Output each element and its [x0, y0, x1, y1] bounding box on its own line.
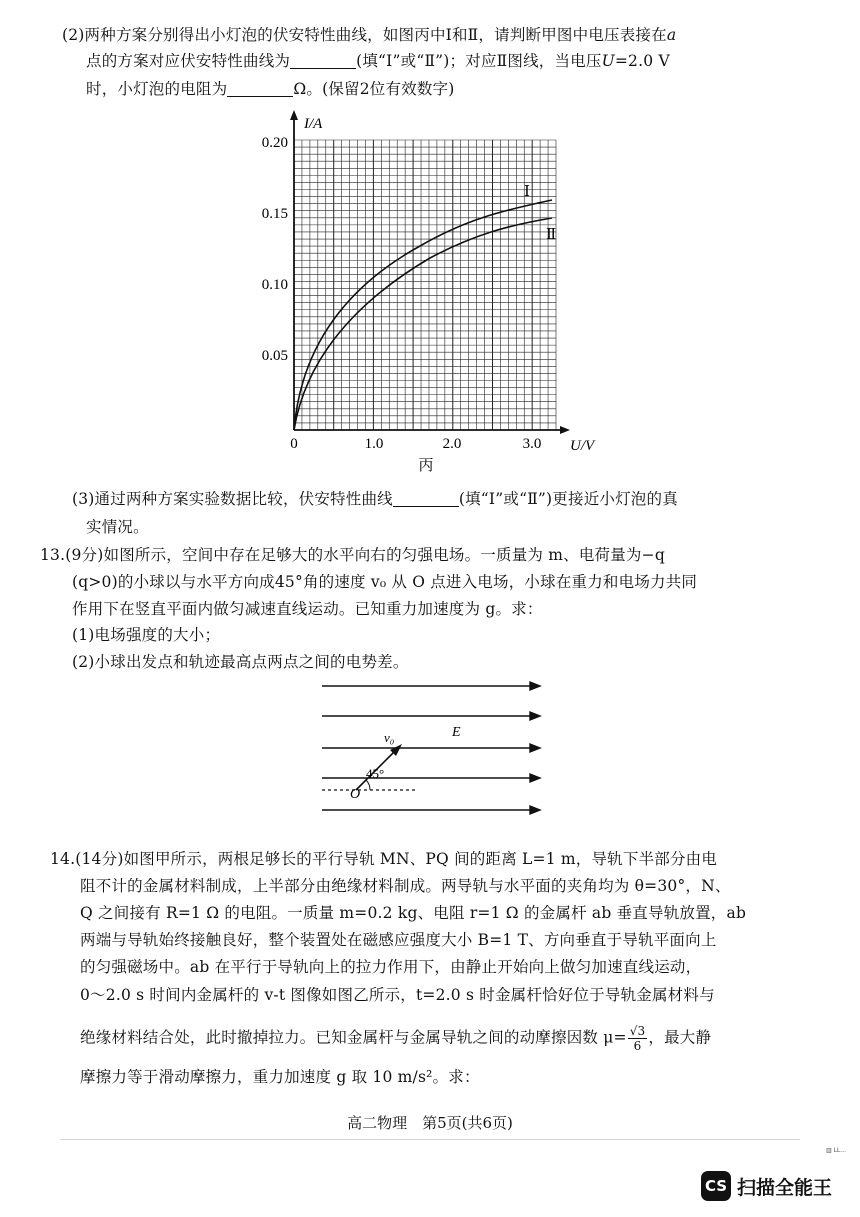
q13-line4: (1)电场强度的大小； — [72, 626, 221, 644]
corner-mark: ▥ LL... — [826, 1147, 846, 1154]
q12-part2-line2: 点的方案对应伏安特性曲线为 (填“Ⅰ”或“Ⅱ”)；对应Ⅱ图线，当电压U=2.0 V — [86, 52, 670, 70]
q14-line8: 摩擦力等于滑动摩擦力，重力加速度 g 取 10 m/s²。求： — [80, 1068, 480, 1086]
angle-arc — [366, 780, 370, 790]
q13-line3: 作用下在竖直平面内做匀减速直线运动。已知重力加速度为 g。求： — [72, 600, 543, 618]
answer-blank — [227, 80, 293, 97]
curve-I — [294, 200, 552, 430]
y-axis-label: I/A — [304, 116, 323, 132]
q14-line7: 绝缘材料结合处，此时撤掉拉力。已知金属杆与金属导轨之间的动摩擦因数 μ= $\frac{√3}{6}$ ，最大静 — [80, 1024, 712, 1053]
label-E: E — [452, 725, 461, 740]
page-footer: 高二物理 第5页(共6页) — [347, 1114, 513, 1132]
y-tick-label: 0.15 — [261, 206, 288, 222]
q12-part2-line3: 时，小灯泡的电阻为 Ω。(保留2位有效数字) — [86, 80, 455, 98]
q14-line1: 14.(14分)如图甲所示，两根足够长的平行导轨 MN、PQ 间的距离 L=1 m，导轨下半部分由电 — [50, 850, 718, 868]
x-axis-arrow — [560, 426, 570, 434]
field-arrow — [530, 712, 540, 720]
fraction: $\frac{√3}{6}$ — [629, 1024, 646, 1053]
x-tick-label: 2.0 — [442, 436, 462, 452]
q14-line2: 阻不计的金属材料制成，上半部分由绝缘材料制成。两导轨与水平面的夹角均为 θ=30°，N、 — [80, 877, 731, 895]
label-O: O — [350, 787, 361, 802]
scanner-watermark — [701, 1171, 832, 1201]
q13-line5: (2)小球出发点和轨迹最高点两点之间的电势差。 — [72, 653, 409, 671]
q14-line6: 0～2.0 s 时间内金属杆的 v-t 图像如图乙所示，t=2.0 s 时金属杆恰好位于导轨金属材料与 — [80, 986, 715, 1004]
field-arrow — [530, 806, 540, 814]
x-tick-label: 3.0 — [522, 436, 542, 452]
iv-curve-graph — [240, 108, 600, 478]
q13-line2: (q>0)的小球以与水平方向成45°角的速度 v₀ 从 O 点进入电场，小球在重力和电场力共同 — [72, 573, 698, 591]
y-tick-label: 0.20 — [261, 135, 288, 151]
y-tick-label: 0.10 — [261, 277, 288, 293]
field-arrow — [530, 744, 540, 752]
graph-caption: 丙 — [418, 456, 434, 474]
curve-label-I: Ⅰ — [524, 182, 530, 200]
q14-line5: 的匀强磁场中。ab 在平行于导轨向上的拉力作用下，由静止开始向上做匀加速直线运动， — [80, 958, 702, 976]
q12-part2-line1: (2)两种方案分别得出小灯泡的伏安特性曲线，如图丙中Ⅰ和Ⅱ，请判断甲图中电压表接在a — [62, 26, 677, 44]
q14-line3: Q 之间接有 R=1 Ω 的电阻。一质量 m=0.2 kg、电阻 r=1 Ω 的金属杆 ab 垂直导轨放置，ab — [80, 904, 747, 922]
curve-label-II: Ⅱ — [546, 225, 557, 243]
label-angle: 45° — [366, 766, 385, 781]
q14-line4: 两端与导轨始终接触良好，整个装置处在磁感应强度大小 B=1 T、方向垂直于导轨平面向上 — [80, 931, 717, 949]
answer-blank — [290, 52, 356, 69]
label-v0: v₀ — [384, 730, 395, 745]
x-tick-label: 0 — [290, 436, 298, 452]
x-axis-label: U/V — [570, 438, 595, 454]
y-tick-label: 0.05 — [261, 348, 288, 364]
scanner-app-name: 扫描全能王 — [737, 1176, 833, 1199]
q13-line1: 13.(9分)如图所示，空间中存在足够大的水平向右的匀强电场。一质量为 m、电荷量为−q — [40, 546, 665, 564]
y-axis-arrow — [290, 110, 298, 120]
q12-part3-line1: (3)通过两种方案实验数据比较，伏安特性曲线 (填“Ⅰ”或“Ⅱ”)更接近小灯泡的真 — [72, 490, 678, 508]
graph-grid — [294, 140, 556, 430]
field-arrow — [530, 774, 540, 782]
field-arrow — [530, 682, 540, 690]
x-tick-label: 1.0 — [364, 436, 384, 452]
electric-field-diagram — [300, 672, 560, 822]
footer-divider — [60, 1139, 800, 1140]
camscanner-logo-icon: CS — [701, 1171, 731, 1201]
q12-part3-line2: 实情况。 — [86, 518, 149, 536]
answer-blank — [393, 490, 459, 507]
